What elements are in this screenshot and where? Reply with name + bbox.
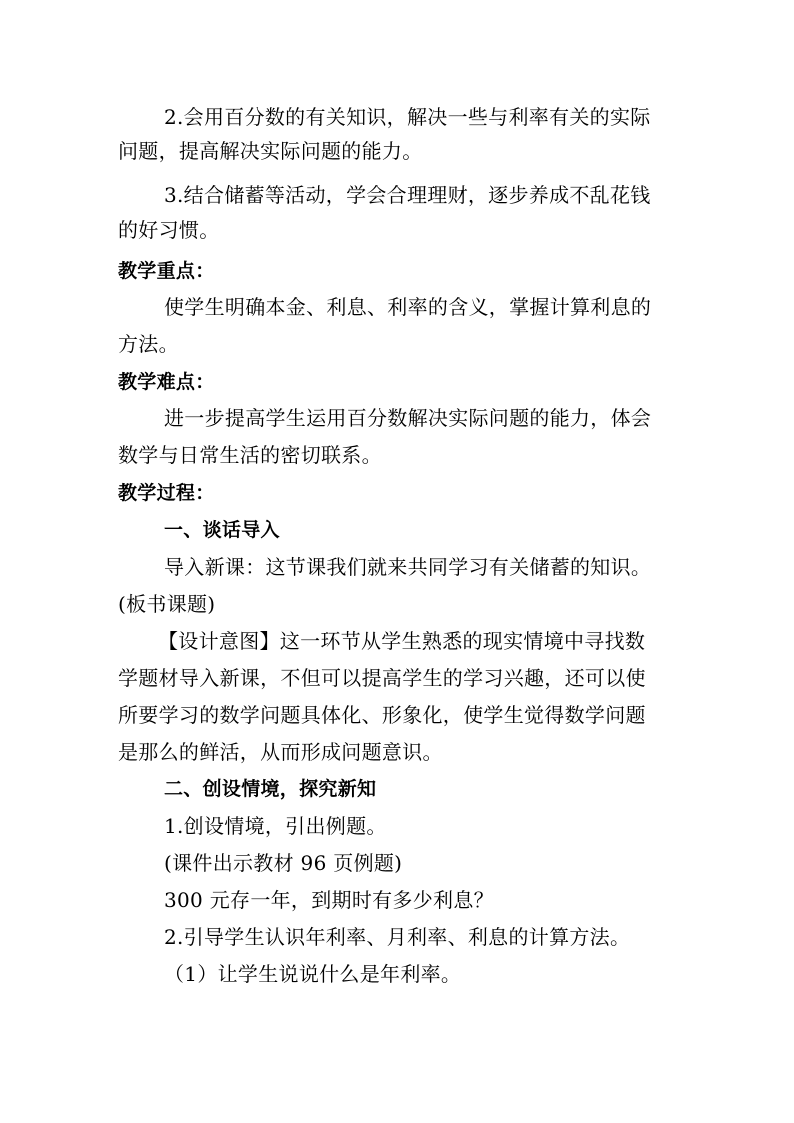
- section-1-title: 一、谈话导入: [164, 519, 280, 541]
- key-points-line-2: 方法。: [118, 332, 179, 356]
- section-1-intro-line-1: 导入新课：这节课我们就来共同学习有关储蓄的知识。: [164, 555, 652, 579]
- section-2-step-1: 1.创设情境，引出例题。: [164, 814, 387, 838]
- objective-3-line-1: 3.结合储蓄等活动，学会合理理财，逐步养成不乱花钱: [164, 183, 651, 207]
- difficulties-line-1: 进一步提高学生运用百分数解决实际问题的能力，体会: [164, 406, 652, 430]
- section-2-title: 二、创设情境，探究新知: [164, 778, 377, 800]
- process-heading: 教学过程：: [118, 482, 215, 504]
- section-1-intro-line-2: (板书课题): [118, 592, 216, 616]
- difficulties-heading: 教学难点：: [118, 371, 215, 393]
- section-2-step-1-note: (课件出示教材 96 页例题): [164, 851, 403, 875]
- design-intent-line-3: 所要学习的数学问题具体化、形象化，使学生觉得数学问题: [118, 703, 646, 727]
- section-2-step-2: 2.引导学生认识年利率、月利率、利息的计算方法。: [164, 925, 631, 949]
- objective-3-line-2: 的好习惯。: [118, 218, 220, 242]
- section-2-step-2-sub-1: （1）让学生说说什么是年利率。: [164, 962, 462, 986]
- design-intent-line-4: 是那么的鲜活，从而形成问题意识。: [118, 740, 443, 764]
- objective-2-line-2: 问题，提高解决实际问题的能力。: [118, 139, 423, 163]
- objective-2-line-1: 2.会用百分数的有关知识，解决一些与利率有关的实际: [164, 105, 651, 129]
- key-points-heading: 教学重点：: [118, 260, 215, 282]
- design-intent-line-2: 学题材导入新课，不但可以提高学生的学习兴趣，还可以使: [118, 666, 646, 690]
- design-intent-line-1: 【设计意图】这一环节从学生熟悉的现实情境中寻找数: [158, 629, 646, 653]
- section-2-example: 300 元存一年，到期时有多少利息？: [164, 888, 494, 912]
- key-points-line-1: 使学生明确本金、利息、利率的含义，掌握计算利息的: [164, 295, 652, 319]
- difficulties-line-2: 数学与日常生活的密切联系。: [118, 443, 382, 467]
